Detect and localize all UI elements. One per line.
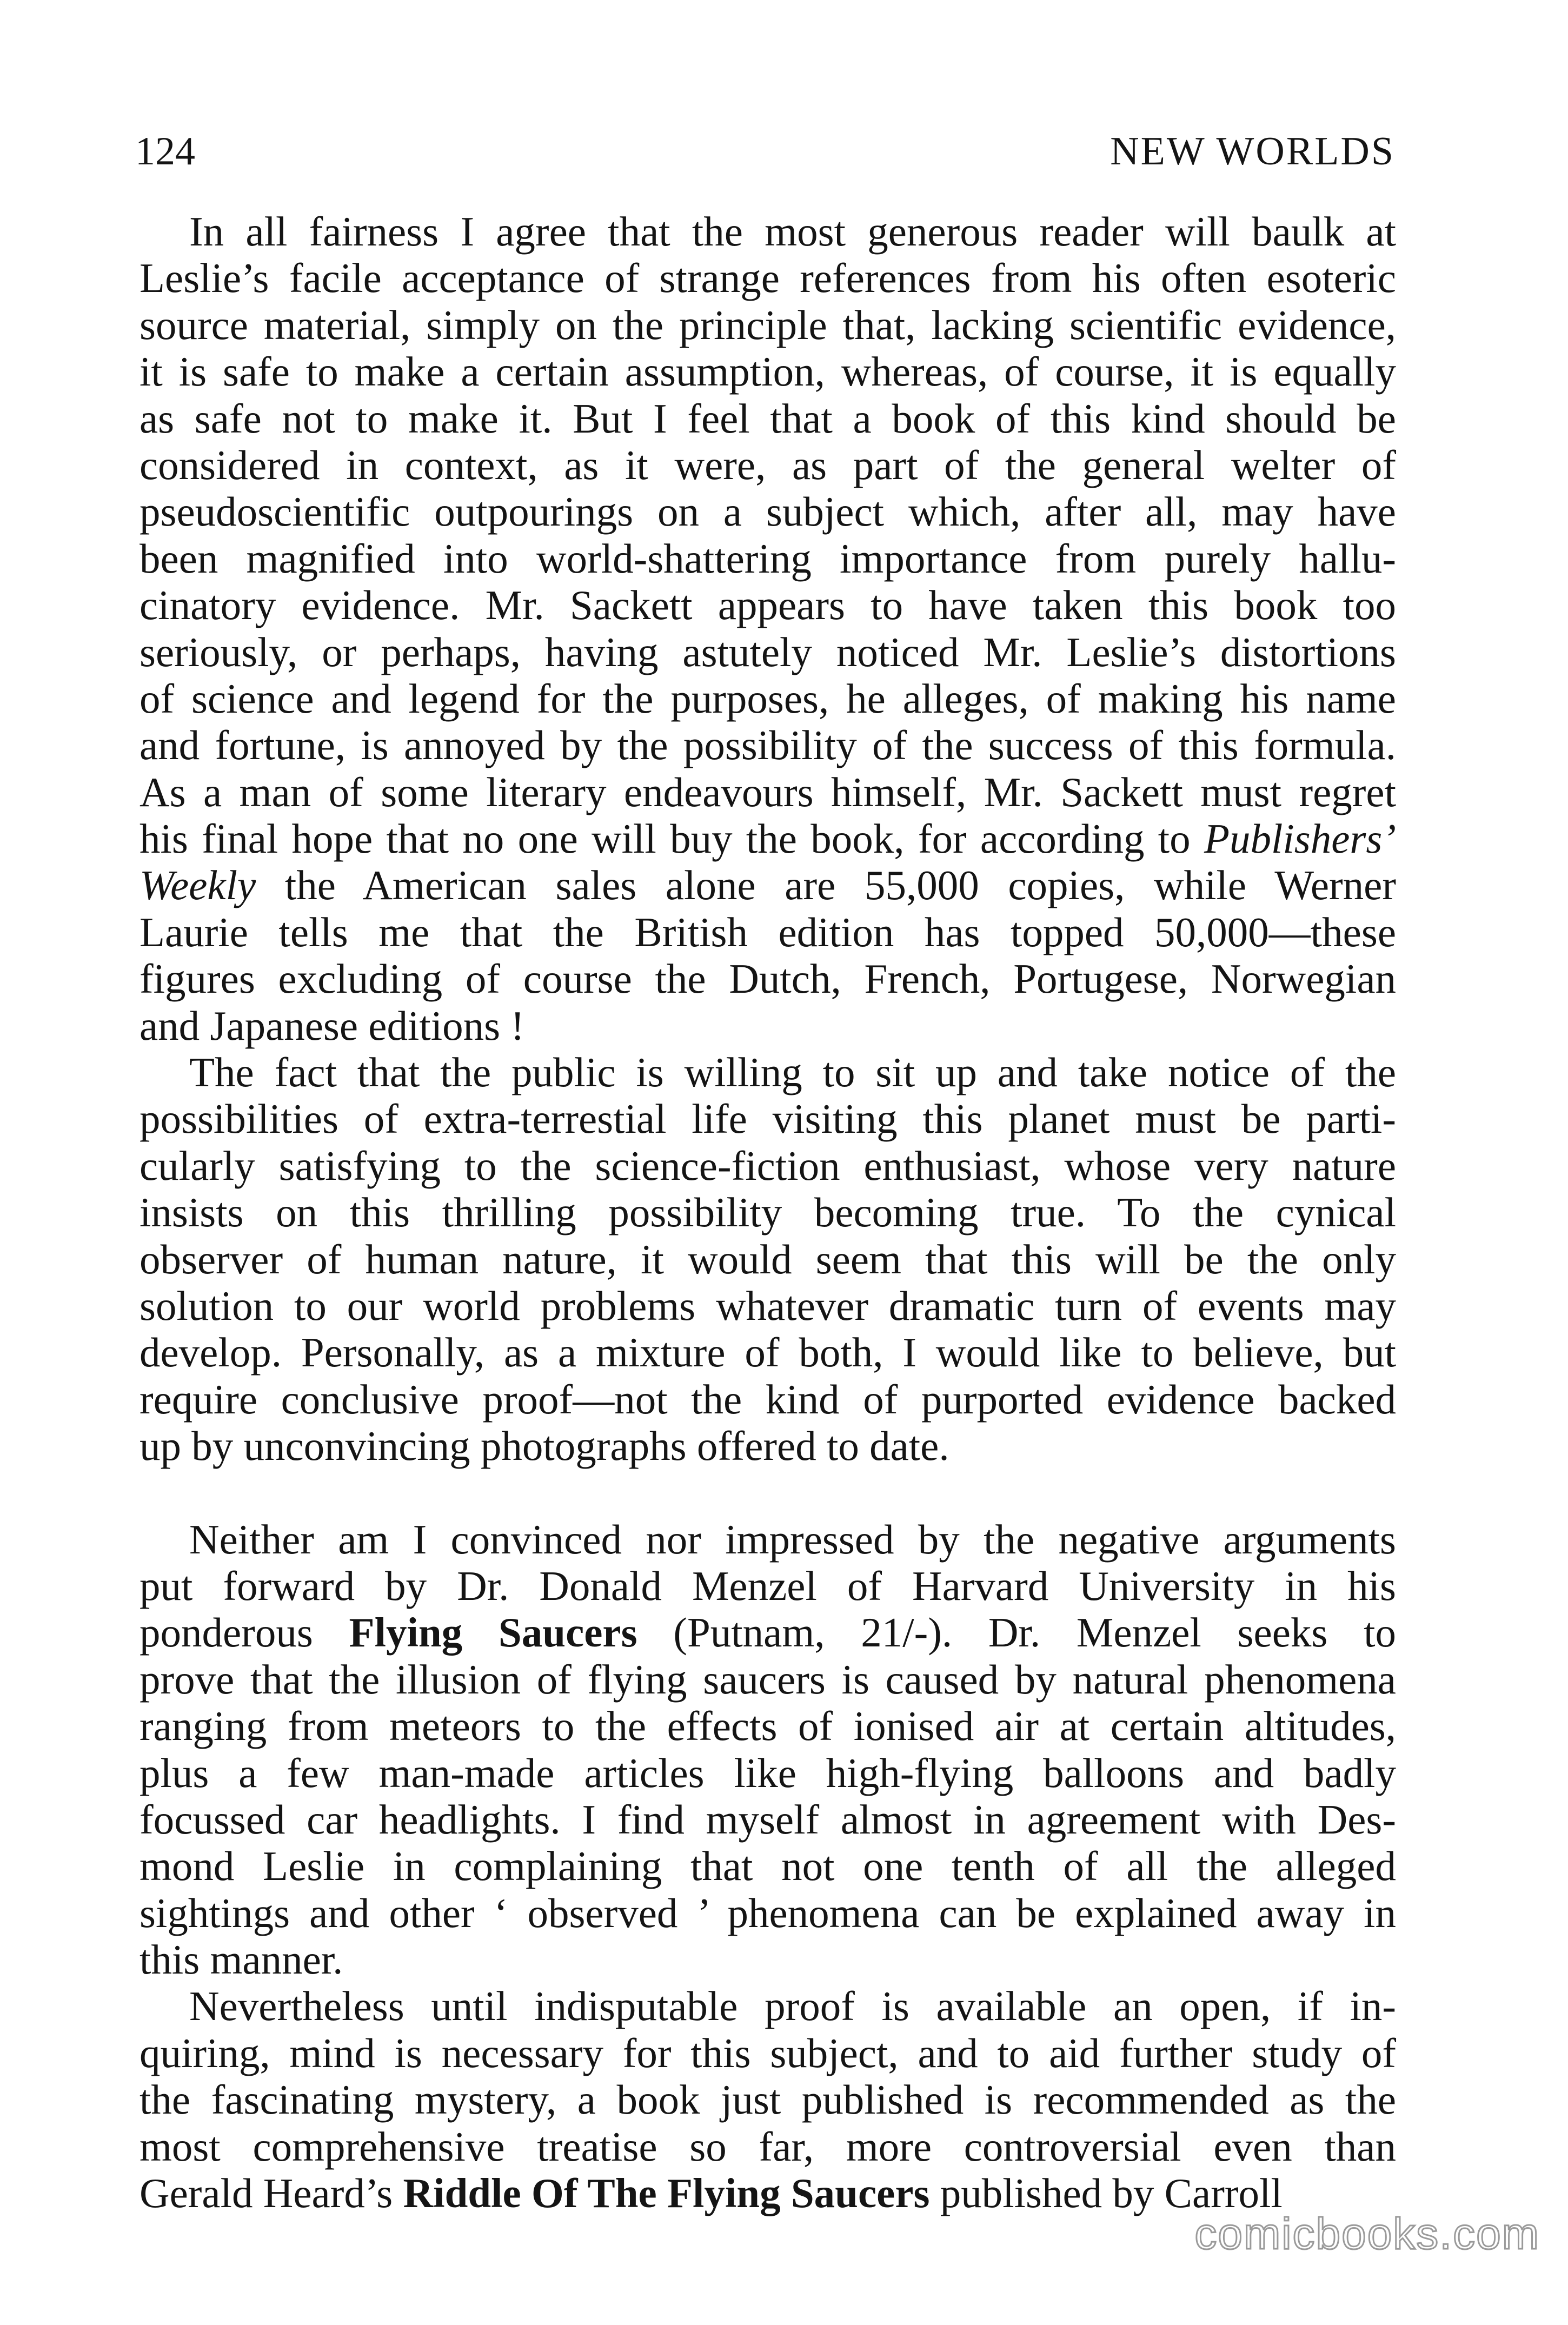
text-line: put forward by Dr. Donald Menzel of Harvard University in his [139, 1562, 1396, 1609]
text-line: possibilities of extra-terrestial life visiting this planet must be parti- [139, 1095, 1396, 1142]
text-line: quiring, mind is necessary for this subject, and to aid further study of [139, 2029, 1396, 2076]
page-number: 124 [135, 129, 195, 174]
text-line: mond Leslie in complaining that not one tenth of all the alleged [139, 1843, 1396, 1890]
text-line: considered in context, as it were, as part of the general welter of [139, 441, 1396, 488]
text-line: observer of human nature, it would seem that this will be the only [139, 1235, 1396, 1283]
page-header [135, 122, 1395, 181]
text-line: sightings and other ‘ observed ’ phenomena can be explained away in [139, 1889, 1396, 1936]
text-line: solution to our world problems whatever dramatic turn of events may [139, 1282, 1396, 1329]
article-body [139, 208, 1396, 2216]
text-line: most comprehensive treatise so far, more controversial even than [139, 2123, 1396, 2170]
text-line: ponderous Flying Saucers (Putnam, 21/-). Dr. Menzel seeks to [139, 1609, 1396, 1656]
running-head: NEW WORLDS [1110, 129, 1395, 174]
text-line: his final hope that no one will buy the book, for according to Publishers’ [139, 815, 1396, 862]
text-line: and fortune, is annoyed by the possibility of the success of this formula. [139, 722, 1396, 769]
text-line: plus a few man-made articles like high-flying balloons and badly [139, 1749, 1396, 1796]
text-line: this manner. [139, 1936, 343, 1983]
text-line: as safe not to make it. But I feel that a book of this kind should be [139, 395, 1396, 442]
paragraph [139, 1516, 1396, 1983]
text-line: develop. Personally, as a mixture of both, I would like to believe, but [139, 1329, 1396, 1376]
text-line: insists on this thrilling possibility becoming true. To the cynical [139, 1189, 1396, 1236]
text-line: it is safe to make a certain assumption, whereas, of course, it is equally [139, 348, 1396, 395]
text-line: cularly satisfying to the science-fiction enthusiast, whose very nature [139, 1142, 1396, 1189]
text-line: Gerald Heard’s Riddle Of The Flying Saucers published by Carroll [139, 2170, 1283, 2217]
watermark: comicbooks.com [1194, 2209, 1540, 2258]
text-line: the fascinating mystery, a book just published is recommended as the [139, 2076, 1396, 2123]
paragraph [139, 1049, 1396, 1470]
text-line: focussed car headlights. I find myself almost in agreement with Des- [139, 1796, 1396, 1843]
paragraph [139, 208, 1396, 1049]
text-line: seriously, or perhaps, having astutely noticed Mr. Leslie’s distortions [139, 628, 1396, 675]
text-line: been magnified into world-shattering importance from purely hallu- [139, 535, 1396, 582]
text-line: require conclusive proof—not the kind of purported evidence backed [139, 1376, 1396, 1423]
italic-title: Weekly [139, 862, 256, 909]
text-line: prove that the illusion of flying saucers is caused by natural phenomena [139, 1656, 1396, 1703]
text-line: The fact that the public is willing to sit up and take notice of the [189, 1049, 1396, 1096]
text-line: Nevertheless until indisputable proof is available an open, if in- [189, 1983, 1396, 2030]
section-gap [139, 1470, 1396, 1516]
book-title: Riddle Of The Flying Saucers [403, 2170, 930, 2217]
text-line: Weekly the American sales alone are 55,000 copies, while Werner [139, 862, 1396, 909]
text-line: and Japanese editions ! [139, 1002, 525, 1049]
text-line: Laurie tells me that the British edition has topped 50,000—these [139, 908, 1396, 955]
text-line: cinatory evidence. Mr. Sackett appears to have taken this book too [139, 582, 1396, 629]
text-line: As a man of some literary endeavours himself, Mr. Sackett must regret [139, 768, 1396, 815]
italic-title: Publishers’ [1204, 815, 1396, 862]
text-line: source material, simply on the principle that, lacking scientific evidence, [139, 301, 1396, 348]
text-line: of science and legend for the purposes, he alleges, of making his name [139, 675, 1396, 722]
book-title: Flying Saucers [349, 1609, 637, 1656]
text-line: ranging from meteors to the effects of ionised air at certain altitudes, [139, 1703, 1396, 1750]
text-line: Neither am I convinced nor impressed by the negative arguments [189, 1516, 1396, 1563]
paragraph [139, 1983, 1396, 2216]
text-line: pseudoscientific outpourings on a subject which, after all, may have [139, 488, 1396, 535]
text-line: figures excluding of course the Dutch, French, Portugese, Norwegian [139, 955, 1396, 1002]
text-line: Leslie’s facile acceptance of strange references from his often esoteric [139, 255, 1396, 302]
text-line: In all fairness I agree that the most generous reader will baulk at [189, 208, 1396, 255]
text-line: up by unconvincing photographs offered to date. [139, 1423, 949, 1470]
